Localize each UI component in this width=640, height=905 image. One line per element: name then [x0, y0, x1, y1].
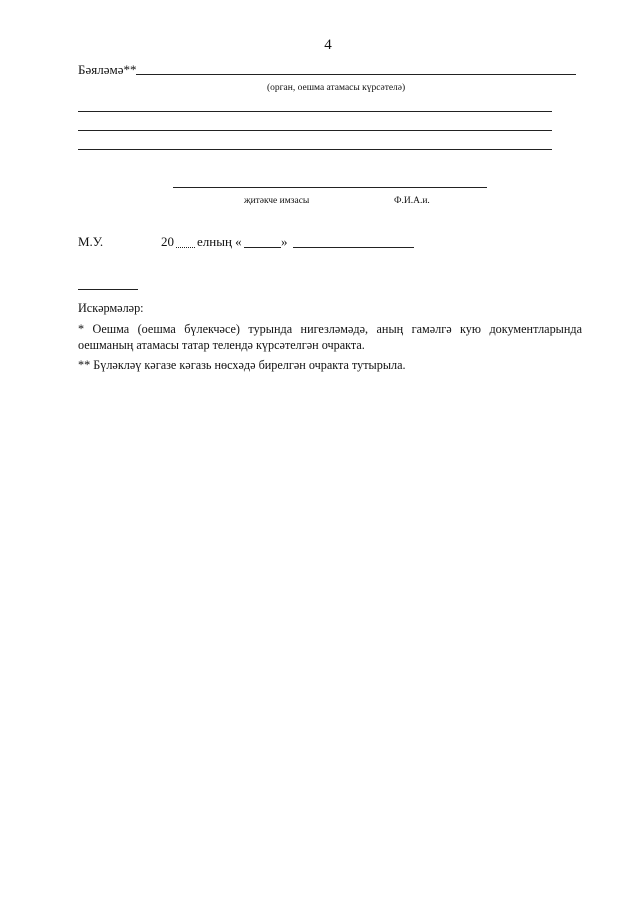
full-name-caption: Ф.И.А.и. — [394, 196, 430, 206]
assessment-label: Бәяләмә** — [78, 62, 137, 77]
note-1-line-2: оешманың атамасы татар телендә күрсәтелгән очракта. — [78, 338, 365, 352]
text-line-2[interactable] — [78, 130, 552, 131]
day-close-quote: » — [281, 234, 288, 249]
notes-title: Искәрмәләр: — [78, 301, 144, 315]
stamp-label: М.У. — [78, 234, 104, 249]
organization-caption: (орган, оешма атамасы күрсәтелә) — [267, 83, 406, 93]
text-line-1[interactable] — [78, 111, 552, 112]
note-1-line-1: * Оешма (оешма бүлекчәсе) турында нигезләмәдә, аның гамәлгә кую документларында — [78, 322, 582, 336]
day-field[interactable] — [244, 247, 281, 248]
organization-name-line[interactable] — [136, 74, 576, 75]
signature-caption: җитәкче имзасы — [244, 196, 310, 206]
text-line-3[interactable] — [78, 149, 552, 150]
signature-line[interactable] — [173, 187, 487, 188]
year-prefix: 20 — [161, 234, 174, 249]
footnote-separator — [78, 289, 138, 290]
page-number: 4 — [324, 37, 332, 53]
month-field[interactable] — [293, 247, 414, 248]
year-suffix: елның « — [197, 234, 242, 249]
year-field[interactable] — [176, 247, 195, 248]
note-2: ** Бүләкләү кәгазе кәгазь нөсхәдә бирелгән очракта тутырыла. — [78, 358, 406, 372]
